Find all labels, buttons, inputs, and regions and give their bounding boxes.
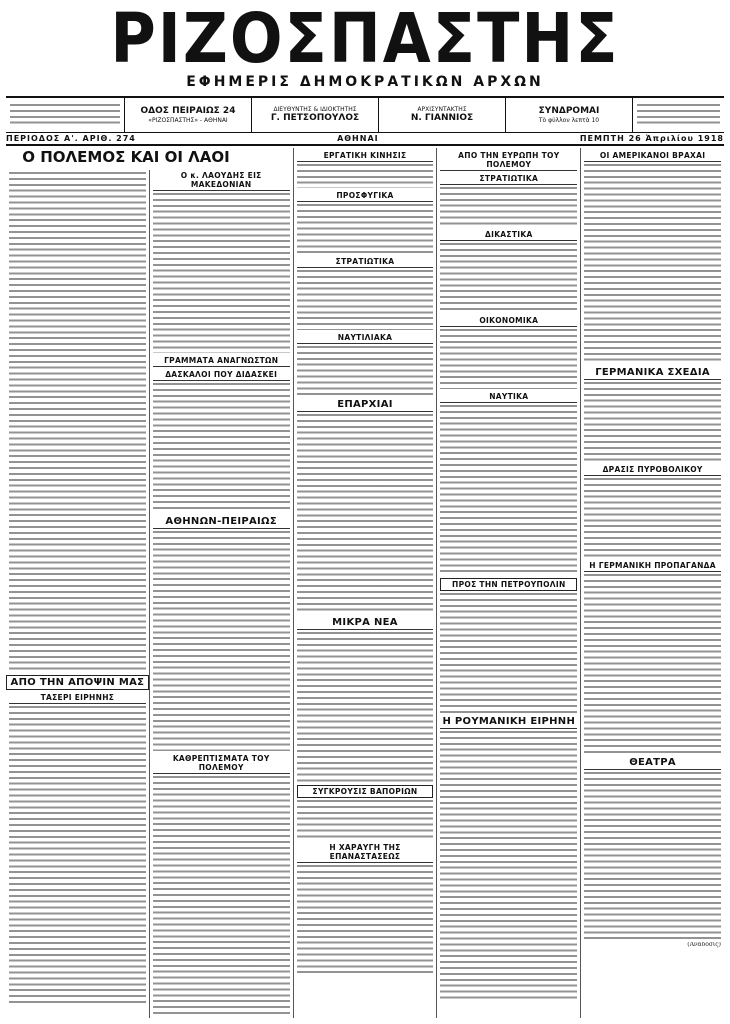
price-text: Τὸ φύλλον λεπτὰ 10 [538, 117, 600, 124]
column-2 [150, 148, 294, 1018]
section-heading: ΓΡΑΜΜΑΤΑ ΑΝΑΓΝΩΣΤΩΝ [153, 356, 290, 367]
article-body [584, 382, 721, 462]
section-heading: ΚΑΘΡΕΠΤΙΣΜΑΤΑ ΤΟΥ ΠΟΛΕΜΟΥ [153, 754, 290, 774]
section-heading: Ο κ. ΛΑΟΥΔΗΣ ΕΙΣ ΜΑΚΕΔΟΝΙΑΝ [153, 171, 290, 191]
article-body [440, 243, 577, 313]
columns [6, 148, 724, 1018]
director-name: Γ. ΠΕΤΣΟΠΟΥΛΟΣ [270, 113, 360, 123]
newspaper-subtitle: ΕΦΗΜΕΡΙΣ ΔΗΜΟΚΡΑΤΙΚΩΝ ΑΡΧΩΝ [186, 74, 544, 90]
issue-date: ΠΕΜΠΤΗ 26 Ἀπριλίου 1918 [579, 133, 724, 143]
article-body [153, 193, 290, 353]
section-heading: ΤΑΣΕΡΙ ΕΙΡΗΝΗΣ [9, 693, 146, 704]
section-heading: ΕΡΓΑΤΙΚΗ ΚΙΝΗΣΙΣ [297, 151, 434, 162]
section-heading: ΑΘΗΝΩΝ-ΠΕΙΡΑΙΩΣ [153, 516, 290, 529]
info-bar [6, 96, 724, 133]
info-director [252, 98, 379, 132]
section-heading: ΕΠΑΡΧΙΑΙ [297, 399, 434, 412]
article-body [440, 405, 577, 575]
article-body [440, 731, 577, 1001]
section-heading: ΠΡΟΣΦΥΓΙΚΑ [297, 191, 434, 202]
article-body [297, 164, 434, 188]
article-body [584, 478, 721, 558]
column-5 [581, 148, 724, 1018]
fine-print [10, 104, 120, 126]
article-body [297, 414, 434, 614]
column-3 [294, 148, 438, 1018]
masthead [6, 0, 724, 96]
article-body [297, 865, 434, 975]
article-body [584, 164, 721, 364]
section-heading: ΟΙΚΟΝΟΜΙΚΑ [440, 316, 577, 327]
newspaper-page [6, 0, 724, 1020]
section-heading: ΔΑΣΚΑΛΟΙ ΠΟΥ ΔΙΔΑΣΚΕΙ [153, 370, 290, 381]
fine-print-right [637, 104, 720, 126]
article-body [9, 172, 146, 672]
article-body [153, 776, 290, 1018]
section-heading: Η ΡΟΥΜΑΝΙΚΗ ΕΙΡΗΝΗ [440, 716, 577, 729]
section-heading: ΔΡΑΣΙΣ ΠΥΡΟΒΟΛΙΚΟΥ [584, 465, 721, 476]
newspaper-title: ΡΙΖΟΣΠΑΣΤΗΣ [110, 0, 620, 79]
article-body [9, 706, 146, 1006]
subscriptions-label: ΣΥΝΔΡΟΜΑΙ [538, 106, 600, 116]
info-address [125, 98, 252, 132]
info-editor [379, 98, 506, 132]
section-heading: ΣΤΡΑΤΙΩΤΙΚΑ [440, 174, 577, 185]
section-heading: ΠΡΟΣ ΤΗΝ ΠΕΤΡΟΥΠΟΛΙΝ [440, 578, 577, 591]
section-heading: Η ΓΕΡΜΑΝΙΚΗ ΠΡΟΠΑΓΑΝΔΑ [584, 561, 721, 572]
lead-headline: Ο ΠΟΛΕΜΟΣ ΚΑΙ ΟΙ ΛΑΟΙ [6, 148, 246, 170]
date-bar [6, 132, 724, 146]
section-heading: ΟΙ ΑΜΕΡΙΚΑΝΟΙ ΒΡΑΧΑΙ [584, 151, 721, 162]
column-4 [437, 148, 581, 1018]
article-body [440, 329, 577, 389]
section-heading: ΣΥΓΚΡΟΥΣΙΣ ΒΑΠΟΡΙΩΝ [297, 785, 434, 798]
article-body [584, 574, 721, 754]
section-heading: ΣΤΡΑΤΙΩΤΙΚΑ [297, 257, 434, 268]
info-notes-right [633, 98, 724, 132]
section-heading: ΓΕΡΜΑΝΙΚΑ ΣΧΕΔΙΑ [584, 367, 721, 380]
section-heading: Η ΧΑΡΑΥΓΗ ΤΗΣ ΕΠΑΝΑΣΤΑΣΕΩΣ [297, 843, 434, 863]
issue-period: ΠΕΡΙΟΔΟΣ Α'. ΑΡΙΘ. 274 [6, 133, 136, 143]
section-heading: ΝΑΥΤΙΛΙΑΚΑ [297, 333, 434, 344]
article-body [297, 800, 434, 840]
article-body [297, 204, 434, 254]
article-body [153, 531, 290, 751]
section-heading: ΑΠΟ ΤΗΝ ΑΠΟΨΙΝ ΜΑΣ [6, 675, 149, 690]
issue-city: ΑΘΗΝΑΙ [337, 133, 379, 143]
article-body [153, 383, 290, 513]
address-line1: ΟΔΟΣ ΠΕΙΡΑΙΩΣ 24 [140, 106, 236, 116]
info-subscriptions [506, 98, 633, 132]
article-body [440, 593, 577, 713]
director-label: ΔΙΕΥΘΥΝΤΗΣ & ΙΔΙΟΚΤΗΤΗΣ [273, 106, 357, 113]
article-body [584, 772, 721, 942]
editor-name: Ν. ΓΙΑΝΝΙΟΣ [410, 113, 474, 123]
article-body [297, 346, 434, 396]
signature: (Ἀνάδοσις) [687, 942, 721, 948]
section-heading: ΔΙΚΑΣΤΙΚΑ [440, 230, 577, 241]
section-heading: ΘΕΑΤΡΑ [584, 757, 721, 770]
info-notes [6, 98, 125, 132]
section-heading: ΜΙΚΡΑ ΝΕΑ [297, 617, 434, 630]
article-body [297, 270, 434, 330]
article-body [440, 187, 577, 227]
editor-label: ΑΡΧΙΣΥΝΤΑΚΤΗΣ [417, 106, 467, 113]
section-heading: ΝΑΥΤΙΚΑ [440, 392, 577, 403]
section-heading: ΑΠΟ ΤΗΝ ΕΥΡΩΠΗ ΤΟΥ ΠΟΛΕΜΟΥ [440, 151, 577, 171]
column-1 [6, 148, 150, 1018]
article-body [297, 632, 434, 782]
address-line2: «ΡΙΖΟΣΠΑΣΤΗΣ» - ΑΘΗΝΑΙ [148, 117, 228, 124]
